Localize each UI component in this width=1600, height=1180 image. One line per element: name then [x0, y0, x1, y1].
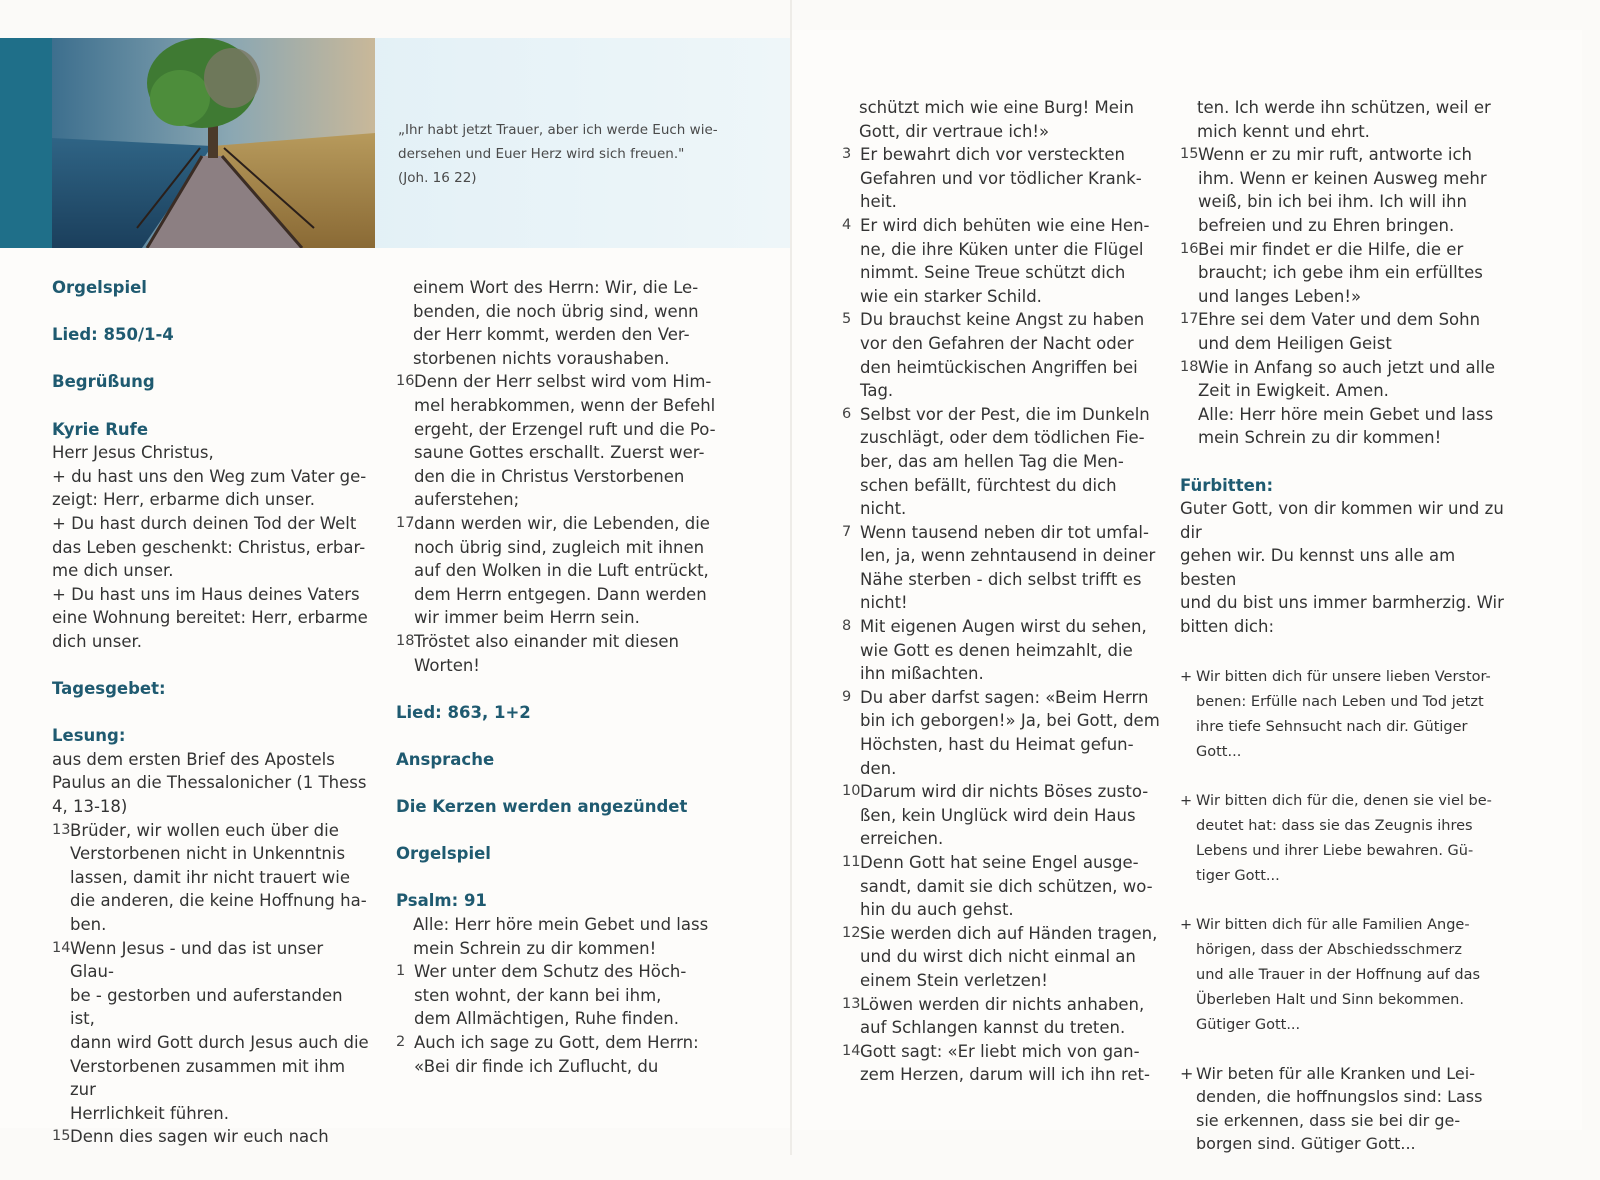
- verse-line: wir immer beim Herrn sein.: [414, 608, 640, 628]
- verse-line: sten wohnt, der kann bei ihm,: [414, 985, 662, 1005]
- verse-line: dem Allmächtigen, Ruhe finden.: [414, 1009, 679, 1029]
- section-orgelspiel: Orgelspiel: [52, 278, 147, 297]
- petition-line: Gütiger Gott...: [1196, 1016, 1301, 1033]
- petition-line: sie erkennen, dass sie bei dir ge-: [1196, 1110, 1461, 1130]
- continuation-line: schützt mich wie eine Burg! Mein: [859, 98, 1134, 117]
- petition: [1180, 1062, 1515, 1156]
- verse-line: Löwen werden dir nichts anhaben,: [860, 994, 1145, 1014]
- verse-line: mein Schrein zu dir kommen!: [1198, 428, 1442, 448]
- verse-line: Wenn tausend neben dir tot umfal-: [860, 522, 1149, 542]
- verse-line: Sie werden dich auf Händen tragen,: [860, 923, 1158, 943]
- verse-line: Verstorbenen nicht in Unkenntnis: [70, 844, 346, 864]
- verse-line: Gefahren und vor tödlicher Krank-: [860, 168, 1142, 188]
- verse: [1180, 308, 1515, 355]
- verse-number: 16: [1180, 240, 1199, 257]
- verse: [396, 370, 726, 512]
- kyrie-line: zeigt: Herr, erbarme dich unser.: [52, 490, 315, 510]
- verse: [842, 143, 1172, 214]
- verse-line: Mit eigenen Augen wirst du sehen,: [860, 617, 1147, 637]
- verse-line: Verstorbenen zusammen mit ihm zur: [70, 1056, 346, 1100]
- verse-line: Denn der Herr selbst wird vom Him-: [414, 372, 712, 392]
- section-tagesgebet: Tagesgebet:: [52, 679, 166, 699]
- verse-number: 18: [396, 632, 415, 649]
- continuation-line: einem Wort des Herrn: Wir, die Le-: [413, 278, 699, 297]
- left-page: [0, 38, 790, 1147]
- verse-line: auf Schlangen kannst du treten.: [860, 1018, 1126, 1038]
- kyrie-line: + du hast uns den Weg zum Vater ge-: [52, 466, 367, 486]
- verse-line: schen befällt, fürchtest du dich: [860, 475, 1117, 495]
- verse-line: erreichen.: [860, 829, 944, 849]
- column-3: [842, 96, 1172, 1087]
- petition-line: und alle Trauer in der Hoffnung auf das: [1196, 966, 1481, 983]
- verse: [1180, 356, 1515, 450]
- verse: [396, 1031, 726, 1078]
- verse-line: Wer unter dem Schutz des Höch-: [414, 962, 687, 982]
- verse-line: be - gestorben und auferstanden ist,: [70, 985, 343, 1029]
- verse-number: 6: [842, 405, 852, 422]
- kyrie-line: + Du hast uns im Haus deines Vaters: [52, 584, 360, 604]
- verse-line: Er wird dich behüten wie eine Hen-: [860, 215, 1150, 235]
- verse-line: lassen, damit ihr nicht trauert wie: [70, 867, 351, 887]
- verse-line: auf den Wolken in die Luft entrückt,: [414, 561, 709, 581]
- verse-line: ne, die ihre Küken unter die Flügel: [860, 239, 1144, 259]
- verse-line: ergeht, der Erzengel ruft und die Po-: [414, 419, 716, 439]
- column-2: [396, 276, 726, 1078]
- quote-reference: (Joh. 16 22): [398, 170, 477, 186]
- petition-line: denden, die hoffnungslos sind: Lass: [1196, 1087, 1483, 1107]
- verse-number: 18: [1180, 358, 1199, 375]
- verse-line: den die in Christus Verstorbenen: [414, 466, 685, 486]
- kyrie-line: das Leben geschenkt: Christus, erbar-: [52, 537, 366, 557]
- verse-line: Brüder, wir wollen euch über die: [70, 820, 339, 840]
- petition: [1180, 913, 1515, 1038]
- verse: [842, 308, 1172, 402]
- verse-line: Selbst vor der Pest, die im Dunkeln: [860, 404, 1150, 424]
- petition-line: Wir bitten dich für unsere lieben Verstor-: [1196, 668, 1491, 685]
- psalm-response-line: mein Schrein zu dir kommen!: [413, 938, 657, 958]
- verse-line: wie Gott es denen heimzahlt, die: [860, 640, 1133, 660]
- verse-number: 14: [52, 939, 71, 956]
- petition-line: Überleben Halt und Sinn bekommen.: [1196, 991, 1464, 1008]
- verse-number: 4: [842, 216, 852, 233]
- verse-line: hin du auch gehst.: [860, 900, 1014, 920]
- verse-line: bin ich geborgen!» Ja, bei Gott, dem: [860, 711, 1160, 731]
- verse-number: 13: [842, 995, 861, 1012]
- verse-line: vor den Gefahren der Nacht oder: [860, 333, 1134, 353]
- verse-line: weiß, bin ich bei ihm. Ich will ihn: [1198, 192, 1467, 212]
- verse-number: 17: [1180, 311, 1199, 328]
- header-quote: [398, 118, 738, 190]
- verse-line: saune Gottes erschallt. Zuerst wer-: [414, 443, 705, 463]
- verse-number: 8: [842, 618, 852, 635]
- verse-line: «Bei dir finde ich Zuflucht, du: [414, 1056, 659, 1076]
- verse-line: ihm. Wenn er keinen Ausweg mehr: [1198, 168, 1487, 188]
- section-orgelspiel-2: Orgelspiel: [396, 844, 491, 864]
- continuation-line: der Herr kommt, werden den Ver-: [413, 325, 690, 345]
- fuerbitten-intro-line: Guter Gott, von dir kommen wir und zu dir: [1180, 499, 1504, 542]
- psalm-response-line: Alle: Herr höre mein Gebet und lass: [413, 915, 709, 935]
- continuation-line: ten. Ich werde ihn schützen, weil er: [1197, 98, 1491, 117]
- verse-number: 3: [842, 146, 852, 163]
- petition-line: borgen sind. Gütiger Gott...: [1196, 1134, 1416, 1154]
- verse-line: braucht; ich gebe ihm ein erfülltes: [1198, 263, 1483, 283]
- verse-number: 9: [842, 688, 852, 705]
- plus-icon: +: [1180, 916, 1193, 933]
- verse-number: 2: [396, 1034, 406, 1050]
- verse-line: den heimtückischen Angriffen bei: [860, 357, 1138, 377]
- verse-line: Ehre sei dem Vater und dem Sohn: [1198, 310, 1481, 330]
- petition-line: hörigen, dass der Abschiedsschmerz: [1196, 941, 1462, 958]
- petition-line: Wir beten für alle Kranken und Lei-: [1196, 1063, 1475, 1083]
- verse: [842, 922, 1172, 993]
- plus-icon: +: [1180, 668, 1193, 685]
- verse-line: wie ein starker Schild.: [860, 286, 1042, 306]
- accent-strip: [0, 38, 52, 248]
- section-lesung: Lesung:: [52, 726, 126, 746]
- verse: [1180, 143, 1515, 237]
- verse: [842, 615, 1172, 686]
- verse-line: zem Herzen, darum will ich ihn ret-: [860, 1065, 1150, 1085]
- section-psalm: Psalm: 91: [396, 891, 487, 911]
- column-1: [52, 276, 372, 1149]
- verse-line: dann wird Gott durch Jesus auch die: [70, 1033, 369, 1052]
- lesung-intro-line: aus dem ersten Brief des Apostels: [52, 749, 335, 769]
- petition: [1180, 665, 1515, 765]
- verse-line: Darum wird dir nichts Böses zusto-: [860, 782, 1149, 802]
- section-kyrie: Kyrie Rufe: [52, 419, 149, 439]
- verse-line: zuschlägt, oder dem tödlichen Fie-: [860, 428, 1145, 448]
- kyrie-line: + Du hast durch deinen Tod der Welt: [52, 513, 357, 533]
- verse: [842, 780, 1172, 851]
- section-lied-2: Lied: 863, 1+2: [396, 702, 531, 722]
- verse-line: len, ja, wenn zehntausend in deiner: [860, 546, 1156, 566]
- section-ansprache: Ansprache: [396, 749, 495, 769]
- verse: [52, 937, 372, 1126]
- verse-line: Bei mir findet er die Hilfe, die er: [1198, 239, 1464, 259]
- verse: [842, 1040, 1172, 1087]
- quote-line-2: dersehen und Euer Herz wird sich freuen.": [398, 146, 685, 162]
- verse-line: Wenn Jesus - und das ist unser Glau-: [70, 938, 324, 982]
- verse: [842, 214, 1172, 308]
- verse-line: ben.: [70, 915, 107, 935]
- fuerbitten-intro-line: und du bist uns immer barmherzig. Wir: [1180, 593, 1504, 613]
- verse-line: noch übrig sind, zugleich mit ihnen: [414, 537, 705, 557]
- verse-number: 15: [52, 1128, 71, 1145]
- verse: [842, 521, 1172, 615]
- continuation-line: mich kennt und ehrt.: [1197, 121, 1370, 141]
- header-band: [0, 38, 790, 248]
- verse-line: Worten!: [414, 655, 480, 675]
- continuation-line: Gott, dir vertraue ich!»: [859, 121, 1050, 141]
- verse-line: Du aber darfst sagen: «Beim Herrn: [860, 687, 1149, 707]
- verse-line: nimmt. Seine Treue schützt dich: [860, 263, 1126, 283]
- verse-line: sandt, damit sie dich schützen, wo-: [860, 876, 1153, 896]
- section-fuerbitten: Fürbitten:: [1180, 475, 1274, 495]
- verse-line: befreien und zu Ehren bringen.: [1198, 215, 1455, 235]
- verse-line: Herrlichkeit führen.: [70, 1103, 229, 1123]
- verse-number: 16: [396, 373, 415, 390]
- column-4: [1180, 96, 1515, 1180]
- verse: [842, 686, 1172, 780]
- verse-line: heit.: [860, 192, 897, 212]
- verse-line: auferstehen;: [414, 490, 520, 510]
- verse: [1180, 238, 1515, 309]
- verse-line: Er bewahrt dich vor versteckten: [860, 145, 1125, 165]
- verse-number: 17: [396, 514, 415, 531]
- boardwalk-illustration: [52, 38, 375, 248]
- section-begruessung: Begrüßung: [52, 372, 155, 392]
- verse-line: Tröstet also einander mit diesen: [414, 631, 679, 651]
- verse-number: 15: [1180, 146, 1199, 163]
- verse-line: Denn Gott hat seine Engel ausge-: [860, 853, 1139, 872]
- continuation-line: storbenen nichts voraushaben.: [413, 348, 670, 368]
- section-lied: Lied: 850/1-4: [52, 325, 174, 345]
- petition-line: Wir bitten dich für die, denen sie viel be-: [1196, 792, 1492, 809]
- verse-line: dann werden wir, die Lebenden, die: [414, 513, 710, 533]
- verse-line: Tag.: [860, 381, 894, 401]
- petition-line: benen: Erfülle nach Leben und Tod jetzt: [1196, 693, 1484, 710]
- verse-line: Höchsten, hast du Heimat gefun-: [860, 735, 1134, 755]
- kyrie-line: dich unser.: [52, 631, 143, 651]
- right-page: [792, 30, 1582, 1154]
- verse-line: ber, das am hellen Tag die Men-: [860, 451, 1124, 471]
- verse-line: Denn dies sagen wir euch nach: [70, 1127, 329, 1147]
- verse-line: Zeit in Ewigkeit. Amen.: [1198, 381, 1389, 401]
- verse-number: 10: [842, 783, 861, 800]
- verse: [396, 960, 726, 1031]
- petition: [1180, 789, 1515, 889]
- fuerbitten-intro-line: bitten dich:: [1180, 617, 1274, 637]
- verse-number: 7: [842, 523, 852, 540]
- verse-line: den.: [860, 758, 897, 778]
- verse-line: ihn mißachten.: [860, 664, 984, 684]
- verse-number: 5: [842, 311, 852, 328]
- verse-number: 11: [842, 854, 861, 870]
- verse: [842, 993, 1172, 1040]
- verse: [52, 1125, 372, 1149]
- petition-line: ihre tiefe Sehnsucht nach dir. Gütiger Gott...: [1196, 718, 1468, 760]
- verse-line: mel herabkommen, wenn der Befehl: [414, 395, 716, 415]
- verse-line: Du brauchst keine Angst zu haben: [860, 310, 1145, 330]
- fuerbitten-intro-line: gehen wir. Du kennst uns alle am besten: [1180, 546, 1456, 589]
- verse: [396, 512, 726, 630]
- petition-line: Lebens und ihrer Liebe bewahren. Gü-: [1196, 842, 1474, 859]
- verse-line: nicht!: [860, 593, 908, 613]
- verse-line: einem Stein verletzen!: [860, 970, 1048, 990]
- boardwalk-photo: [52, 38, 375, 248]
- verse-line: Alle: Herr höre mein Gebet und lass: [1198, 404, 1494, 424]
- lesung-intro-line: 4, 13-18): [52, 797, 128, 817]
- petition-line: Wir bitten dich für alle Familien Ange-: [1196, 916, 1470, 933]
- verse-line: und dem Heiligen Geist: [1198, 333, 1392, 353]
- verse-line: Auch ich sage zu Gott, dem Herrn:: [414, 1033, 699, 1052]
- petition-line: deutet hat: dass sie das Zeugnis ihres: [1196, 817, 1473, 834]
- quote-line-1: „Ihr habt jetzt Trauer, aber ich werde Euch wie-: [398, 122, 718, 138]
- kyrie-line: eine Wohnung bereitet: Herr, erbarme: [52, 608, 368, 628]
- verse-number: 13: [52, 821, 71, 838]
- verse: [842, 403, 1172, 521]
- kyrie-line: me dich unser.: [52, 561, 174, 581]
- lesung-intro-line: Paulus an die Thessalonicher (1 Thess: [52, 773, 367, 793]
- verse: [396, 630, 726, 677]
- section-kerzen: Die Kerzen werden angezündet: [396, 797, 688, 817]
- verse-line: Wie in Anfang so auch jetzt und alle: [1198, 357, 1495, 377]
- verse-line: Nähe sterben - dich selbst trifft es: [860, 569, 1142, 589]
- verse-line: die anderen, die keine Hoffnung ha-: [70, 891, 367, 911]
- plus-icon: +: [1180, 792, 1193, 809]
- verse-line: Wenn er zu mir ruft, antworte ich: [1198, 145, 1472, 165]
- plus-icon: +: [1180, 1063, 1194, 1083]
- kyrie-line: Herr Jesus Christus,: [52, 443, 214, 463]
- verse-line: ßen, kein Unglück wird dein Haus: [860, 805, 1136, 825]
- verse: [52, 819, 372, 937]
- verse-line: und du wirst dich nicht einmal an: [860, 947, 1136, 967]
- continuation-line: benden, die noch übrig sind, wenn: [413, 301, 699, 321]
- verse-number: 1: [396, 963, 406, 980]
- verse-number: 12: [842, 924, 861, 941]
- verse: [842, 851, 1172, 922]
- verse-line: dem Herrn entgegen. Dann werden: [414, 584, 707, 604]
- verse-line: Gott sagt: «Er liebt mich von gan-: [860, 1041, 1140, 1061]
- verse-line: nicht.: [860, 499, 907, 519]
- verse-line: und langes Leben!»: [1198, 286, 1362, 306]
- petition-line: tiger Gott...: [1196, 867, 1280, 884]
- verse-number: 14: [842, 1042, 861, 1059]
